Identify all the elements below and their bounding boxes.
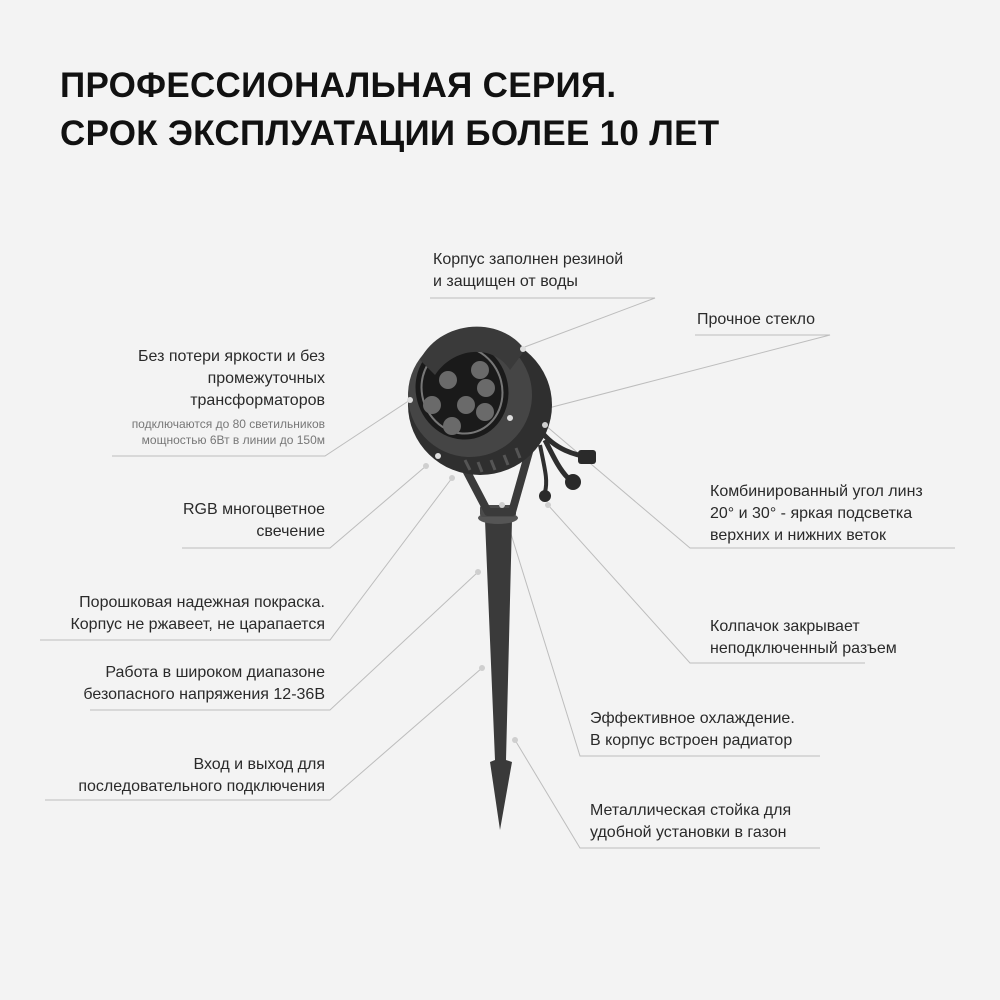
callout-text: Корпус заполнен резиной <box>433 251 624 268</box>
callout-text: Колпачок закрывает <box>710 618 860 635</box>
callout-text: Корпус не ржавеет, не царапается <box>70 616 325 633</box>
callout-text: В корпус встроен радиатор <box>590 732 793 749</box>
callout-voltage <box>83 662 325 706</box>
callout-text: неподключенный разъем <box>710 640 897 657</box>
callout-text: удобной установки в газон <box>590 824 787 841</box>
callout-text: Комбинированный угол линз <box>710 483 923 500</box>
callout-text: безопасного напряжения 12-36В <box>83 686 325 703</box>
callout-text: верхних и нижних веток <box>710 527 886 544</box>
callout-text: последовательного подключения <box>78 778 325 795</box>
callout-stake <box>590 800 791 844</box>
cable-connector <box>539 430 596 502</box>
callout-text: свечение <box>256 523 325 540</box>
callout-rgb <box>183 499 325 543</box>
callout-text: 20° и 30° - яркая подсветка <box>710 505 913 522</box>
callout-note: мощностью 6Вт в линии до 150м <box>141 433 325 447</box>
callout-note: подключаются до 80 светильников <box>131 417 325 431</box>
callout-brightness <box>132 346 325 448</box>
callout-text: Вход и выход для <box>193 756 325 773</box>
callout-lens <box>710 481 923 547</box>
title-line-2: СРОК ЭКСПЛУАТАЦИИ БОЛЕЕ 10 ЛЕТ <box>60 114 720 153</box>
callout-text: Металлическая стойка для <box>590 802 792 819</box>
callout-text: Прочное стекло <box>697 311 815 328</box>
callout-text: и защищен от воды <box>433 273 578 290</box>
callout-text: трансформаторов <box>190 392 325 409</box>
callout-text: Порошковая надежная покраска. <box>79 594 325 611</box>
title-line-1: ПРОФЕССИОНАЛЬНАЯ СЕРИЯ. <box>60 66 617 105</box>
callout-cooling <box>590 708 795 752</box>
callout-text: Работа в широком диапазоне <box>105 664 325 681</box>
callout-io <box>78 754 325 798</box>
callout-cap <box>710 616 897 660</box>
callout-text: Без потери яркости и без <box>138 348 325 365</box>
callout-text: промежуточных <box>207 370 325 387</box>
callout-glass <box>697 309 815 331</box>
lamp-head <box>391 316 552 475</box>
callout-paint <box>70 592 325 636</box>
callout-text: RGB многоцветное <box>182 501 325 518</box>
callout-rubber-body <box>433 249 623 293</box>
callout-text: Эффективное охлаждение. <box>590 710 795 727</box>
